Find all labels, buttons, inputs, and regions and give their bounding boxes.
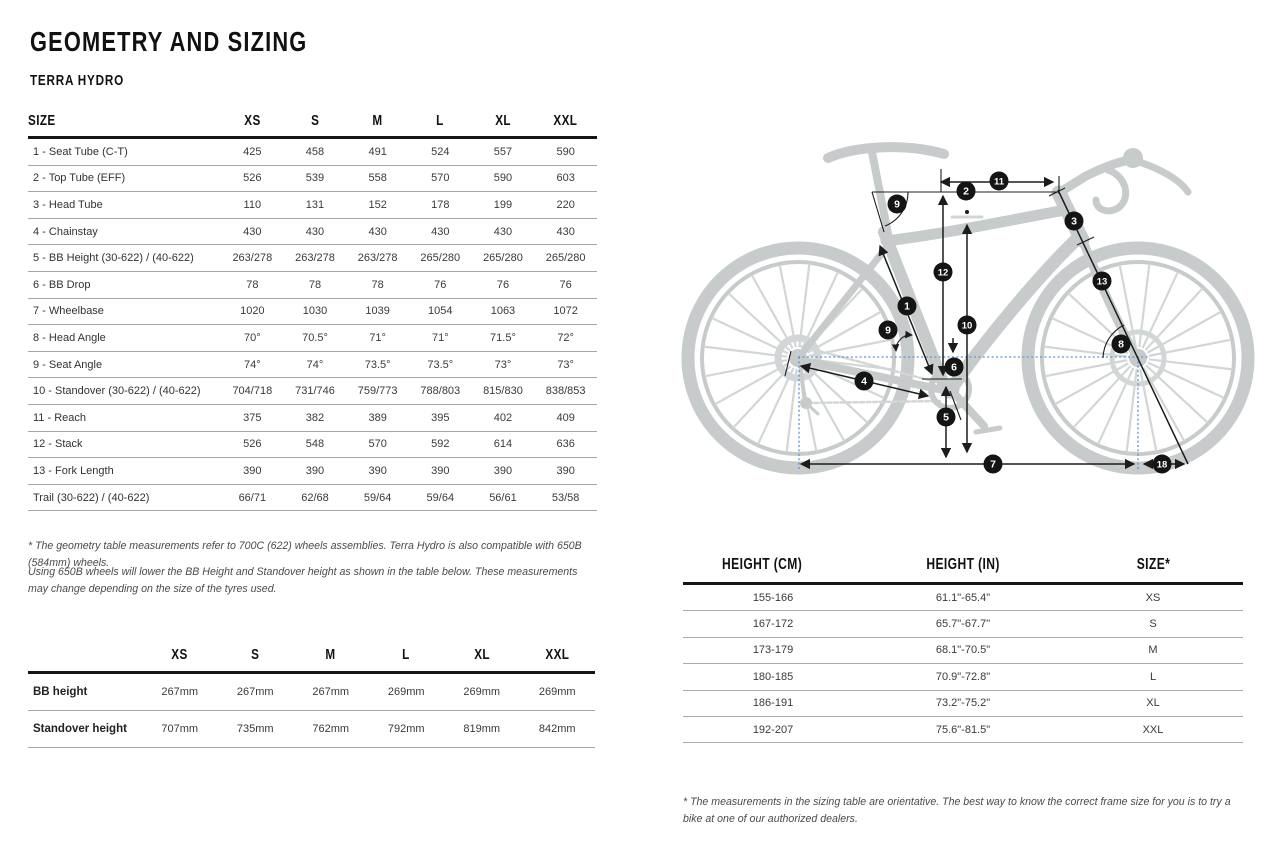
value-cell: 375 [221, 404, 284, 431]
row-label: BB height [28, 673, 142, 711]
measurement-badge-8 [1112, 335, 1131, 354]
value-cell: 65.7"-67.7" [863, 611, 1063, 637]
table-row [28, 138, 597, 166]
value-cell: 131 [284, 192, 347, 219]
value-cell: 614 [472, 431, 535, 458]
value-cell: 178 [409, 192, 472, 219]
value-cell: 267mm [293, 673, 369, 711]
table-row [683, 664, 1243, 690]
value-cell: 590 [534, 138, 597, 166]
rider-height-sizing-table [683, 554, 1243, 743]
value-cell: 1020 [221, 298, 284, 325]
svg-text:3: 3 [1071, 215, 1077, 228]
measurement-badge-18 [1153, 455, 1172, 474]
svg-text:4: 4 [861, 375, 867, 388]
value-cell: 390 [346, 458, 409, 485]
value-cell: 155-166 [683, 584, 863, 611]
value-cell: XXL [1063, 716, 1243, 742]
svg-text:7: 7 [990, 458, 996, 471]
value-cell: 263/278 [346, 245, 409, 272]
table-row [683, 690, 1243, 716]
value-cell: 66/71 [221, 484, 284, 511]
value-cell: 762mm [293, 711, 369, 748]
value-cell: 62/68 [284, 484, 347, 511]
value-cell: 61.1"-65.4" [863, 584, 1063, 611]
value-cell: L [1063, 664, 1243, 690]
value-cell: 110 [221, 192, 284, 219]
measurement-badge-1 [898, 297, 917, 316]
value-cell: 430 [284, 218, 347, 245]
column-header: HEIGHT (IN) [863, 554, 1063, 584]
value-cell: 731/746 [284, 378, 347, 405]
value-cell: 735mm [218, 711, 294, 748]
value-cell: 570 [409, 165, 472, 192]
value-cell: 390 [472, 458, 535, 485]
value-cell: 269mm [369, 673, 445, 711]
table-row [28, 325, 597, 352]
svg-text:9: 9 [894, 198, 900, 211]
table-row [28, 404, 597, 431]
column-header: XXL [520, 644, 596, 673]
svg-text:9: 9 [885, 324, 891, 337]
value-cell: 265/280 [534, 245, 597, 272]
row-label: 4 - Chainstay [28, 218, 221, 245]
value-cell: 263/278 [221, 245, 284, 272]
value-cell: 390 [534, 458, 597, 485]
handlebar-icon [1057, 148, 1188, 211]
value-cell: 425 [221, 138, 284, 166]
value-cell: 557 [472, 138, 535, 166]
column-header: XL [472, 110, 535, 138]
value-cell: 74° [284, 351, 347, 378]
table-row [28, 378, 597, 405]
value-cell: 430 [534, 218, 597, 245]
value-cell: 70.9"-72.8" [863, 664, 1063, 690]
value-cell: 173-179 [683, 637, 863, 663]
svg-text:1: 1 [904, 300, 910, 313]
svg-text:12: 12 [937, 267, 949, 279]
row-label: 8 - Head Angle [28, 325, 221, 352]
value-cell: 491 [346, 138, 409, 166]
value-cell: 167-172 [683, 611, 863, 637]
measurement-badge-2 [957, 182, 976, 201]
value-cell: 199 [472, 192, 535, 219]
value-cell: 1039 [346, 298, 409, 325]
value-cell: 267mm [142, 673, 218, 711]
value-cell: 570 [346, 431, 409, 458]
row-label: 6 - BB Drop [28, 271, 221, 298]
column-header: M [346, 110, 409, 138]
value-cell: 590 [472, 165, 535, 192]
row-label: 10 - Standover (30-622) / (40-622) [28, 378, 221, 405]
value-cell: 838/853 [534, 378, 597, 405]
table-row [28, 351, 597, 378]
table-row [683, 611, 1243, 637]
column-header: XL [444, 644, 520, 673]
value-cell: 792mm [369, 711, 445, 748]
table-row [28, 298, 597, 325]
value-cell: 186-191 [683, 690, 863, 716]
measurement-badge-9 [888, 195, 907, 214]
value-cell: 592 [409, 431, 472, 458]
value-cell: 548 [284, 431, 347, 458]
column-header: XS [142, 644, 218, 673]
value-cell: 539 [284, 165, 347, 192]
value-cell: 265/280 [472, 245, 535, 272]
value-cell: 73° [472, 351, 535, 378]
table-row [683, 637, 1243, 663]
value-cell: 74° [221, 351, 284, 378]
row-label: Standover height [28, 711, 142, 748]
value-cell: 402 [472, 404, 535, 431]
value-cell: 68.1"-70.5" [863, 637, 1063, 663]
svg-text:2: 2 [963, 185, 969, 198]
value-cell: 1054 [409, 298, 472, 325]
value-cell: 59/64 [346, 484, 409, 511]
value-cell: 430 [472, 218, 535, 245]
value-cell: 269mm [520, 673, 596, 711]
measurement-badge-9 [879, 321, 898, 340]
measurement-badge-7 [984, 455, 1003, 474]
value-cell: 73.2"-75.2" [863, 690, 1063, 716]
measurement-badge-3 [1065, 212, 1084, 231]
table-row [28, 165, 597, 192]
svg-text:13: 13 [1096, 276, 1108, 288]
value-cell: 78 [346, 271, 409, 298]
value-cell: 267mm [218, 673, 294, 711]
value-cell: 53/58 [534, 484, 597, 511]
650b-measurements-table [28, 644, 595, 748]
value-cell: 526 [221, 431, 284, 458]
value-cell: 71° [409, 325, 472, 352]
value-cell: 524 [409, 138, 472, 166]
svg-text:8: 8 [1118, 338, 1124, 351]
value-cell: 1030 [284, 298, 347, 325]
value-cell: 76 [409, 271, 472, 298]
value-cell: 382 [284, 404, 347, 431]
sizing-table-header [683, 554, 1243, 584]
value-cell: 409 [534, 404, 597, 431]
sizing-table-footnote: * The measurements in the sizing table are orientative. The best way to know the correct frame size for you is to try a bike at one of our authorized dealers. [683, 795, 1231, 825]
value-cell: 759/773 [346, 378, 409, 405]
geometry-table-header [28, 110, 597, 138]
value-cell: 842mm [520, 711, 596, 748]
column-header: XXL [534, 110, 597, 138]
column-header: SIZE [28, 110, 221, 138]
measurement-badge-6 [945, 358, 964, 377]
column-header: L [369, 644, 445, 673]
value-cell: 263/278 [284, 245, 347, 272]
value-cell: 269mm [444, 673, 520, 711]
value-cell: 390 [409, 458, 472, 485]
row-label: 11 - Reach [28, 404, 221, 431]
value-cell: 704/718 [221, 378, 284, 405]
value-cell: 430 [346, 218, 409, 245]
row-label: 9 - Seat Angle [28, 351, 221, 378]
value-cell: 59/64 [409, 484, 472, 511]
value-cell: 815/830 [472, 378, 535, 405]
column-header: XS [221, 110, 284, 138]
table-row [683, 584, 1243, 611]
value-cell: 430 [221, 218, 284, 245]
column-header: M [293, 644, 369, 673]
value-cell: 389 [346, 404, 409, 431]
table-row [28, 271, 597, 298]
table-row [28, 245, 597, 272]
value-cell: 603 [534, 165, 597, 192]
value-cell: 636 [534, 431, 597, 458]
column-header [28, 644, 142, 673]
value-cell: 707mm [142, 711, 218, 748]
value-cell: XS [1063, 584, 1243, 611]
value-cell: 71° [346, 325, 409, 352]
value-cell: 819mm [444, 711, 520, 748]
value-cell: 1072 [534, 298, 597, 325]
table-row [28, 711, 595, 748]
value-cell: 75.6"-81.5" [863, 716, 1063, 742]
value-cell: 73.5° [409, 351, 472, 378]
value-cell: 56/61 [472, 484, 535, 511]
geometry-table [28, 110, 597, 511]
value-cell: 73.5° [346, 351, 409, 378]
row-label: 13 - Fork Length [28, 458, 221, 485]
table-row [28, 458, 597, 485]
value-cell: 73° [534, 351, 597, 378]
table-row [28, 192, 597, 219]
value-cell: 1063 [472, 298, 535, 325]
row-label: 12 - Stack [28, 431, 221, 458]
measurement-badge-12 [934, 263, 953, 282]
row-label: 2 - Top Tube (EFF) [28, 165, 221, 192]
value-cell: S [1063, 611, 1243, 637]
value-cell: XL [1063, 690, 1243, 716]
measurement-badge-5 [937, 408, 956, 427]
measurement-badge-11 [990, 172, 1009, 191]
value-cell: 526 [221, 165, 284, 192]
table-row [683, 716, 1243, 742]
value-cell: 395 [409, 404, 472, 431]
svg-text:10: 10 [961, 320, 973, 332]
value-cell: 220 [534, 192, 597, 219]
measurement-badge-13 [1093, 272, 1112, 291]
value-cell: 390 [284, 458, 347, 485]
value-cell: 788/803 [409, 378, 472, 405]
saddle-icon [828, 147, 944, 244]
row-label: 3 - Head Tube [28, 192, 221, 219]
value-cell: 70.5° [284, 325, 347, 352]
frame-icon [800, 193, 1138, 391]
value-cell: 70° [221, 325, 284, 352]
row-label: Trail (30-622) / (40-622) [28, 484, 221, 511]
measurement-badge-4 [855, 372, 874, 391]
svg-text:6: 6 [951, 361, 957, 374]
value-cell: 558 [346, 165, 409, 192]
wheels-compatibility-footnote: * The geometry table measurements refer to 700C (622) wheels assemblies. Terra Hydro is also compatible with 650B (584mm) wheels. [28, 539, 582, 569]
650b-wheels-footnote: Using 650B wheels will lower the BB Height and Standover height as shown in the table below. These measurements may change depending on the size of the tyres used. [28, 565, 578, 595]
value-cell: 152 [346, 192, 409, 219]
table-row [28, 431, 597, 458]
row-label: 5 - BB Height (30-622) / (40-622) [28, 245, 221, 272]
column-header: SIZE* [1063, 554, 1243, 584]
value-cell: 76 [472, 271, 535, 298]
value-cell: 71.5° [472, 325, 535, 352]
column-header: L [409, 110, 472, 138]
row-label: 7 - Wheelbase [28, 298, 221, 325]
row-label: 1 - Seat Tube (C-T) [28, 138, 221, 166]
column-header: S [218, 644, 294, 673]
svg-text:18: 18 [1156, 459, 1168, 471]
svg-text:11: 11 [993, 176, 1005, 188]
column-header: HEIGHT (CM) [683, 554, 863, 584]
svg-text:5: 5 [943, 411, 949, 424]
measurement-badge-10 [958, 316, 977, 335]
table-row [28, 673, 595, 711]
value-cell: 76 [534, 271, 597, 298]
value-cell: M [1063, 637, 1243, 663]
table-row [28, 484, 597, 511]
value-cell: 390 [221, 458, 284, 485]
value-cell: 192-207 [683, 716, 863, 742]
value-cell: 265/280 [409, 245, 472, 272]
value-cell: 458 [284, 138, 347, 166]
table-row [28, 218, 597, 245]
column-header: S [284, 110, 347, 138]
value-cell: 78 [221, 271, 284, 298]
value-cell: 180-185 [683, 664, 863, 690]
value-cell: 430 [409, 218, 472, 245]
page-title: GEOMETRY AND SIZING [30, 26, 308, 57]
value-cell: 72° [534, 325, 597, 352]
bike-geometry-diagram [680, 110, 1280, 510]
value-cell: 78 [284, 271, 347, 298]
title-block [30, 26, 386, 89]
650b-table-header [28, 644, 595, 673]
page-subtitle: TERRA HYDRO [30, 72, 124, 89]
dimension-arrows [785, 169, 1188, 464]
